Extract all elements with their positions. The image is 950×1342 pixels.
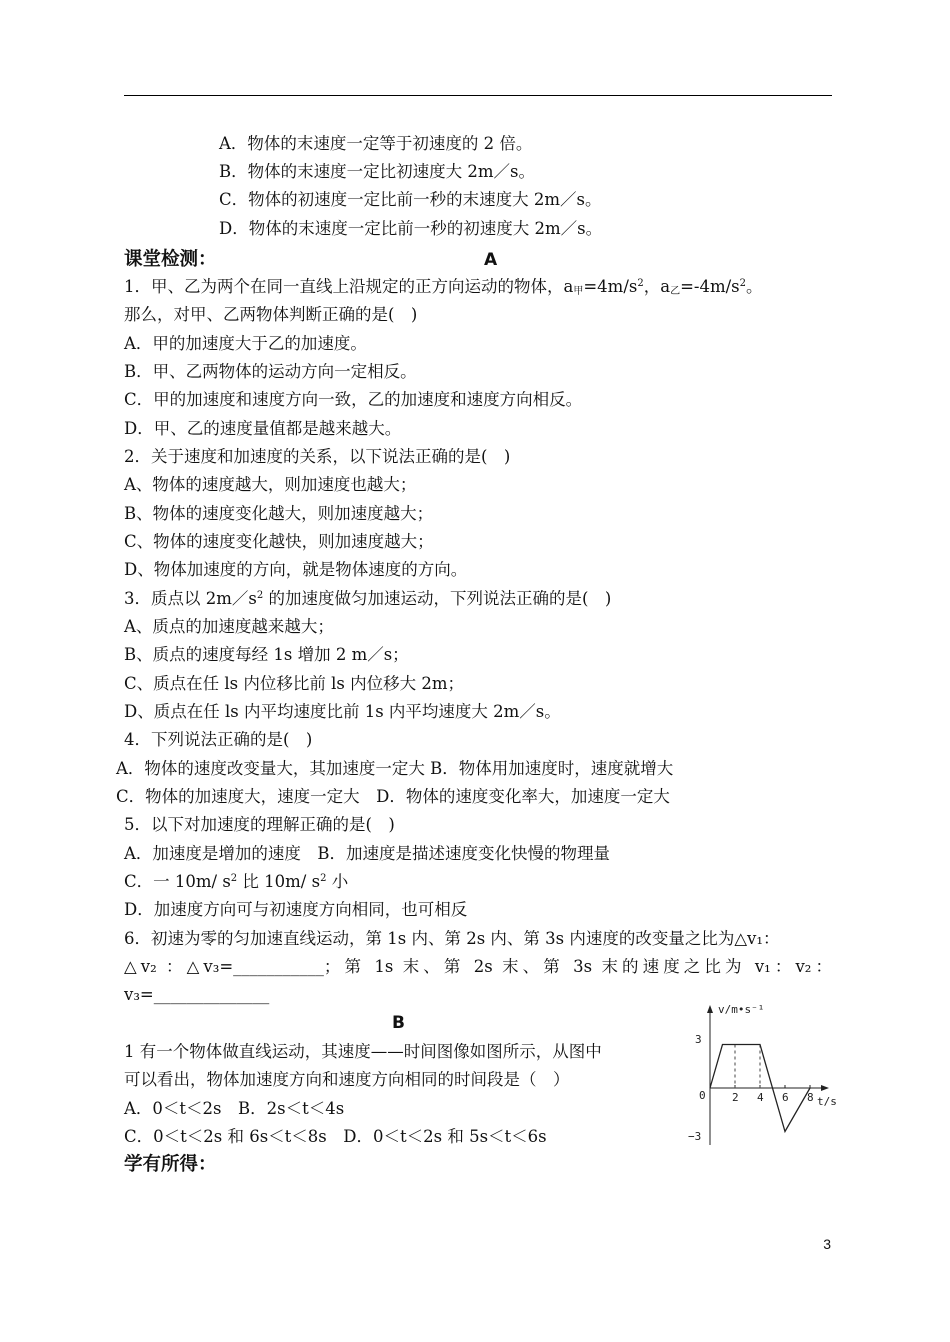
q3-stem-post: 的加速度做匀加速运动，下列说法正确的是( ): [263, 589, 612, 608]
q5-options-line1: A．加速度是增加的速度 B．加速度是描述速度变化快慢的物理量: [124, 844, 611, 863]
x-tick-label-6: 6: [782, 1091, 789, 1104]
x-tick-label-8: 8: [807, 1091, 814, 1104]
q1-sup2: 2: [739, 278, 747, 289]
x-tick-label-2: 2: [732, 1091, 739, 1104]
q6-line1: 6．初速为零的匀加速直线运动，第 1s 内、第 2s 内、第 3s 内速度的改变量之比为△v₁：: [124, 929, 780, 948]
q5-line2-mid: 比 10m/ s: [237, 872, 321, 891]
q1-stem-end: 。: [746, 277, 763, 296]
q1-sup1: 2: [637, 278, 644, 289]
x-tick-label-4: 4: [757, 1091, 764, 1104]
q2-option-c: C、物体的速度变化越快，则加速度越大；: [124, 532, 434, 551]
q2-option-d: D、物体加速度的方向，就是物体速度的方向。: [124, 560, 468, 579]
q3-option-b: B、质点的速度每经 1s 增加 2 m／s；: [124, 645, 409, 664]
q6-line2: △v₂ ：△v₃=___________；第 1s 末、第 2s 末、第 3s 末的速度之比为 v₁：v₂：: [124, 957, 832, 976]
qb1-line1: 1 有一个物体做直线运动，其速度——时间图像如图所示，从图中: [124, 1042, 602, 1061]
header-rule: [124, 95, 832, 96]
q1-sub-jia: 甲: [573, 286, 584, 297]
y-axis-label: v/m•s⁻¹: [718, 1003, 765, 1016]
q3-option-d: D、质点在任 ls 内平均速度比前 1s 内平均速度大 2m／s。: [124, 702, 561, 721]
intro-option-a: A．物体的末速度一定等于初速度的 2 倍。: [219, 134, 533, 153]
q5-line2-sup2: 2: [320, 873, 327, 884]
section-gain-heading: 学有所得：: [124, 1154, 217, 1175]
x-axis-label: t/s: [817, 1095, 837, 1108]
q5-line2-pre: C．一 10m/ s: [124, 872, 231, 891]
q1-option-b: B．甲、乙两物体的运动方向一定相反。: [124, 362, 417, 381]
q5-line2-sup1: 2: [230, 873, 238, 884]
q1-option-a: A．甲的加速度大于乙的加速度。: [124, 334, 367, 353]
q5-options-line2: [124, 871, 348, 893]
intro-option-b: B．物体的末速度一定比初速度大 2m／s。: [219, 162, 535, 181]
y-axis-arrow: [707, 1005, 713, 1013]
q1-stem-mid2: ，a: [643, 277, 671, 296]
q4-stem: 4．下列说法正确的是( ): [124, 730, 313, 749]
q3-stem: [124, 588, 611, 610]
q5-line2-post: 小: [326, 872, 349, 891]
y-tick-0: 0: [699, 1089, 706, 1102]
q1-stem-pre: 1．甲、乙为两个在同一直线上沿规定的正方向运动的物体，a: [124, 277, 574, 296]
velocity-time-graph: [685, 995, 845, 1155]
level-a-label: A: [484, 250, 498, 270]
page-number: 3: [823, 1236, 831, 1252]
q5-options-line3: D．加速度方向可与初速度方向相同，也可相反: [124, 900, 468, 919]
x-axis-arrow: [821, 1085, 829, 1091]
intro-option-d: D．物体的末速度一定比前一秒的初速度大 2m／s。: [219, 219, 603, 238]
q2-option-a: A、物体的速度越大，则加速度也越大；: [124, 475, 417, 494]
y-tick-neg3: −3: [688, 1130, 702, 1143]
q3-option-a: A、质点的加速度越来越大；: [124, 617, 334, 636]
q2-option-b: B、物体的速度变化越大，则加速度越大；: [124, 504, 434, 523]
level-b-label: B: [392, 1013, 405, 1033]
q3-option-c: C、质点在任 ls 内位移比前 ls 内位移大 2m；: [124, 674, 464, 693]
qb1-line2: 可以看出，物体加速度方向和速度方向相同的时间段是（ ）: [124, 1070, 570, 1089]
q2-stem: 2．关于速度和加速度的关系，以下说法正确的是( ): [124, 447, 511, 466]
q3-stem-pre: 3．质点以 2m／s: [124, 589, 257, 608]
q5-stem: 5．以下对加速度的理解正确的是( ): [124, 815, 395, 834]
q1-option-d: D．甲、乙的速度量值都是越来越大。: [124, 419, 402, 438]
q1-option-c: C．甲的加速度和速度方向一致，乙的加速度和速度方向相反。: [124, 390, 583, 409]
q1-stem-line2: 那么，对甲、乙两物体判断正确的是( ): [124, 305, 418, 324]
section-check-heading: 课堂检测：: [124, 249, 217, 270]
q4-options-line2: C．物体的加速度大，速度一定大 D．物体的速度变化率大，加速度一定大: [116, 787, 670, 806]
q1-stem-mid3: =-4m/s: [680, 277, 740, 296]
q4-options-line1: A．物体的速度改变量大，其加速度一定大 B．物体用加速度时，速度就增大: [116, 759, 674, 778]
q6-line3: v₃=______________: [124, 985, 270, 1004]
y-tick-3: 3: [695, 1033, 702, 1046]
q1-sub-yi: 乙: [670, 286, 681, 297]
q1-stem: [124, 276, 763, 298]
q1-stem-mid: =4m/s: [583, 277, 638, 296]
q3-stem-sup: 2: [256, 590, 264, 601]
qb1-line3: A．0＜t＜2s B．2s＜t＜4s: [124, 1099, 345, 1118]
qb1-line4: C．0＜t＜2s 和 6s＜t＜8s D．0＜t＜2s 和 5s＜t＜6s: [124, 1127, 547, 1146]
intro-option-c: C．物体的初速度一定比前一秒的末速度大 2m／s。: [219, 190, 602, 209]
